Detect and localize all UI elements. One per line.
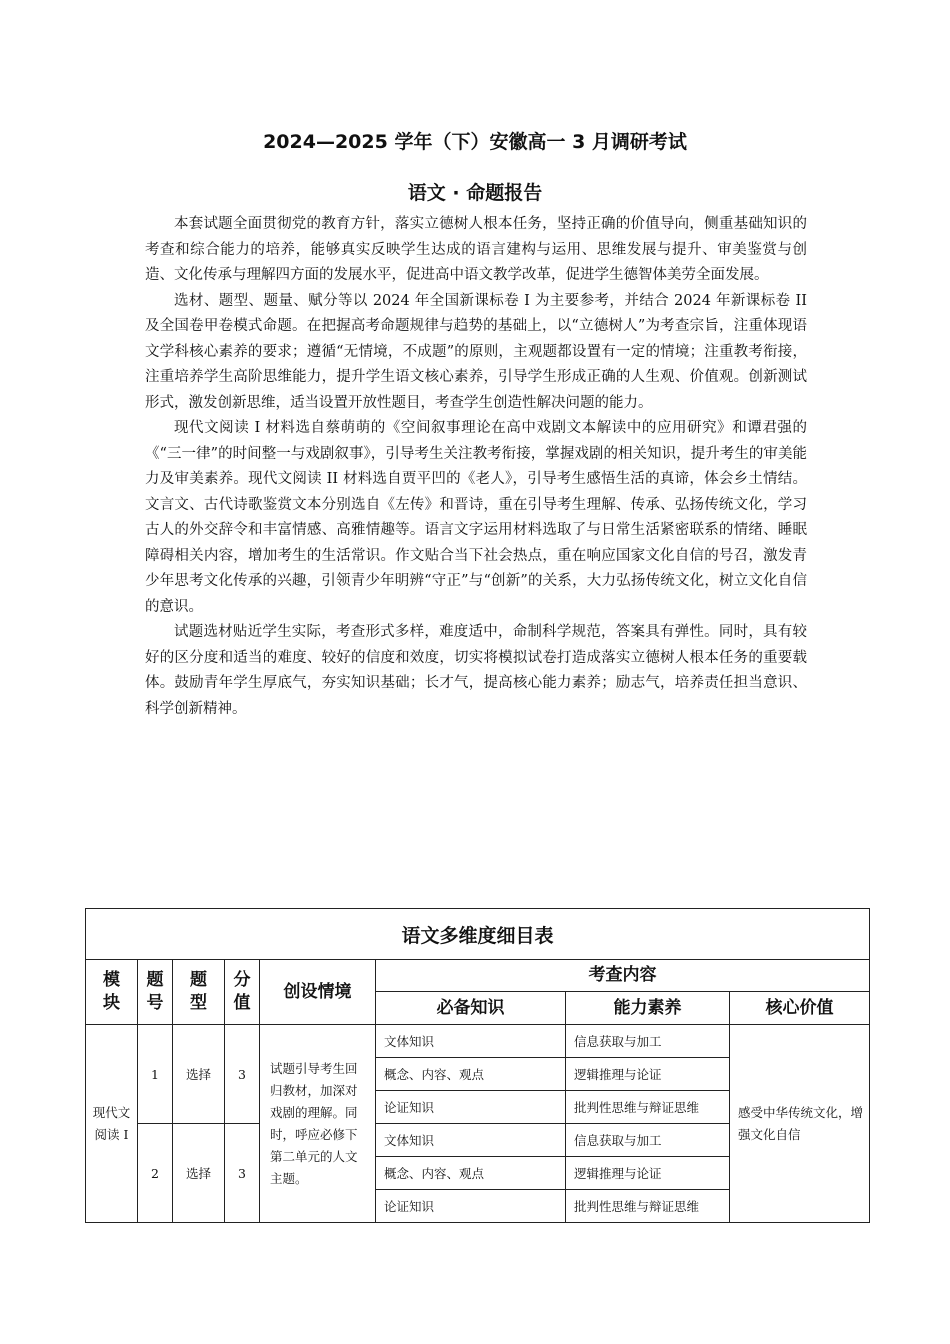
- module-cell: 现代文阅读 I: [86, 1025, 138, 1223]
- header-ability: 能力素养: [566, 992, 730, 1025]
- knowledge-cell: 文体知识: [376, 1025, 566, 1058]
- question-number: 1: [138, 1025, 173, 1124]
- situation-cell: 试题引导考生回归教材，加深对戏剧的理解。同时，呼应必修下第二单元的人文主题。: [260, 1025, 376, 1223]
- paragraph: 本套试题全面贯彻党的教育方针，落实立德树人根本任务，坚持正确的价值导向，侧重基础知识的考查和综合能力的培养，能够真实反映学生达成的语言建构与运用、思维发展与提升、审美鉴赏与创造、文化传承与理解四方面的发展水平，促进高中语文教学改革，促进学生德智体美劳全面发展。: [145, 216, 807, 283]
- question-type: 选择: [173, 1124, 225, 1223]
- knowledge-cell: 论证知识: [376, 1190, 566, 1223]
- knowledge-cell: 概念、内容、观点: [376, 1058, 566, 1091]
- table-caption: 语文多维度细目表: [86, 909, 870, 960]
- paragraph: 选材、题型、题量、赋分等以 2024 年全国新课标卷 I 为主要参考，并结合 2024 年新课标卷 II 及全国卷甲卷模式命题。在把握高考命题规律与趋势的基础上，以“立德树人”为考查宗旨，注重体现语文学科核心素养的要求；遵循“无情境，不成题”的原则，主观题都设置有一定的情境；注重教考衔接，注重培养学生高阶思维能力，提升学生语文核心素养，引导学生形成正确的人生观、价值观。创新测试形式，激发创新思维，适当设置开放性题目，考查学生创造性解决问题的能力。: [145, 292, 807, 411]
- header-number: 题号: [138, 960, 173, 1025]
- knowledge-cell: 概念、内容、观点: [376, 1157, 566, 1190]
- ability-cell: 信息获取与加工: [566, 1025, 730, 1058]
- knowledge-cell: 文体知识: [376, 1124, 566, 1157]
- document-subtitle: 语文 · 命题报告: [407, 182, 543, 204]
- ability-cell: 批判性思维与辩证思维: [566, 1091, 730, 1124]
- header-situation: 创设情境: [260, 960, 376, 1025]
- report-body: [145, 212, 807, 722]
- document-title: 2024—2025 学年（下）安徽高一 3 月调研考试: [263, 131, 687, 153]
- header-content: 考查内容: [376, 960, 870, 992]
- header-module: 模块: [86, 960, 138, 1025]
- knowledge-cell: 论证知识: [376, 1091, 566, 1124]
- question-score: 3: [225, 1124, 260, 1223]
- question-score: 3: [225, 1025, 260, 1124]
- table-row: [86, 1025, 870, 1058]
- header-score: 分值: [225, 960, 260, 1025]
- ability-cell: 逻辑推理与论证: [566, 1058, 730, 1091]
- header-knowledge: 必备知识: [376, 992, 566, 1025]
- header-value: 核心价值: [730, 992, 870, 1025]
- question-type: 选择: [173, 1025, 225, 1124]
- ability-cell: 批判性思维与辩证思维: [566, 1190, 730, 1223]
- core-value-cell: 感受中华传统文化，增强文化自信: [730, 1025, 870, 1223]
- detail-table: [85, 908, 870, 1223]
- ability-cell: 信息获取与加工: [566, 1124, 730, 1157]
- header-type: 题型: [173, 960, 225, 1025]
- question-number: 2: [138, 1124, 173, 1223]
- paragraph: 试题选材贴近学生实际，考查形式多样，难度适中，命制科学规范，答案具有弹性。同时，具有较好的区分度和适当的难度、较好的信度和效度，切实将模拟试卷打造成落实立德树人根本任务的重要载体。鼓励青年学生厚底气，夯实知识基础；长才气，提高核心能力素养；励志气，培养责任担当意识、科学创新精神。: [145, 624, 807, 717]
- paragraph: 现代文阅读 I 材料选自蔡萌萌的《空间叙事理论在高中戏剧文本解读中的应用研究》和谭君强的《“三一律”的时间整一与戏剧叙事》，引导考生关注教考衔接，掌握戏剧的相关知识，提升考生的审美能力及审美素养。现代文阅读 II 材料选自贾平凹的《老人》，引导考生感悟生活的真谛，体会乡土情结。文言文、古代诗歌鉴赏文本分别选自《左传》和晋诗，重在引导考生理解、传承、弘扬传统文化，学习古人的外交辞令和丰富情感、高雅情趣等。语言文字运用材料选取了与日常生活紧密联系的情绪、睡眠障碍相关内容，增加考生的生活常识。作文贴合当下社会热点，重在响应国家文化自信的号召，激发青少年思考文化传承的兴趣，引领青少年明辨“守正”与“创新”的关系，大力弘扬传统文化，树立文化自信的意识。: [145, 420, 807, 615]
- ability-cell: 逻辑推理与论证: [566, 1157, 730, 1190]
